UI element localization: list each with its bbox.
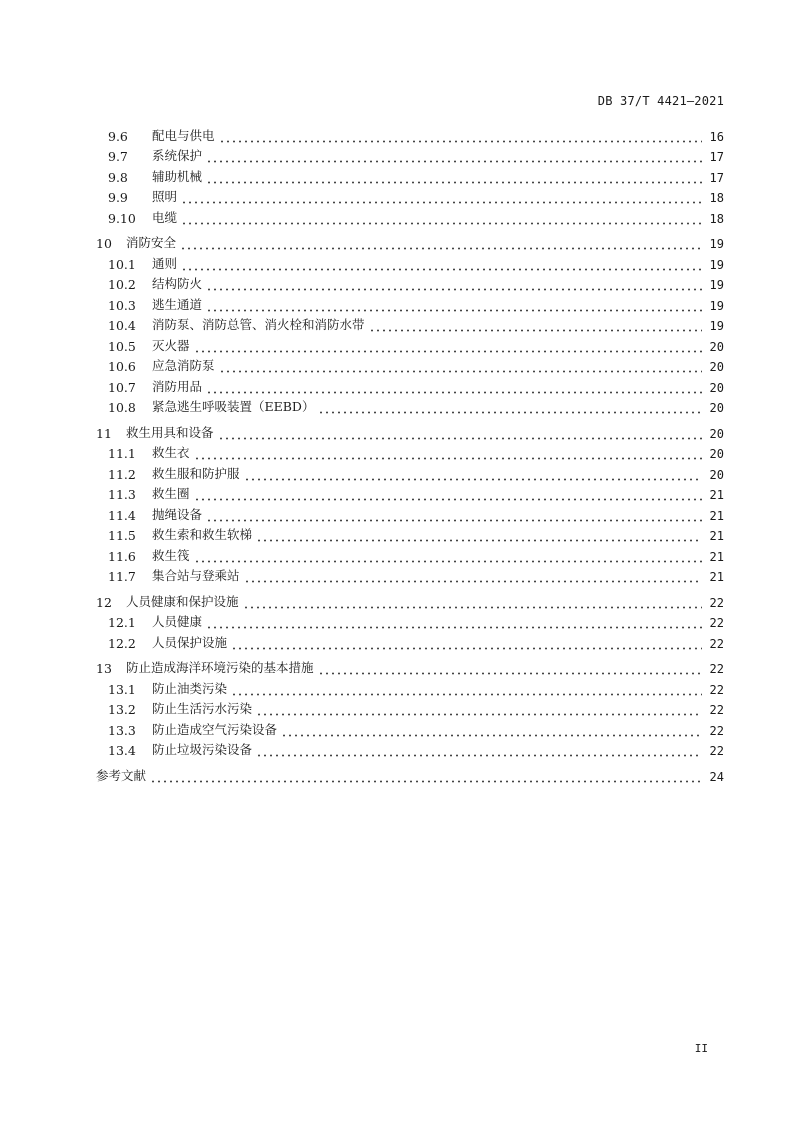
toc-entry-title: 灭火器 bbox=[152, 337, 190, 353]
toc-entry-page: 20 bbox=[709, 447, 724, 461]
dot-leader bbox=[206, 615, 702, 629]
toc-entry-title: 防止生活污水污染 bbox=[152, 701, 253, 716]
toc-entry[interactable] bbox=[96, 482, 724, 503]
dot-leader bbox=[256, 528, 702, 542]
dot-leader bbox=[256, 702, 702, 716]
dot-leader bbox=[206, 170, 702, 184]
toc-entry-title: 辅助机械 bbox=[152, 168, 203, 184]
toc-entry-number: 9.6 bbox=[108, 128, 128, 144]
toc-entry-title: 防止垃圾污染设备 bbox=[152, 742, 253, 757]
toc-entry-title: 抛绳设备 bbox=[152, 506, 203, 522]
toc-entry-title: 逃生通道 bbox=[152, 296, 203, 312]
toc-entry-page: 19 bbox=[709, 257, 724, 272]
toc-entry[interactable] bbox=[96, 354, 724, 375]
toc-entry-number: 12.1 bbox=[108, 615, 136, 630]
toc-entry-page: 22 bbox=[709, 703, 724, 717]
toc-entry[interactable] bbox=[96, 656, 724, 677]
toc-entry-number: 11.5 bbox=[108, 528, 136, 543]
toc-entry[interactable] bbox=[96, 395, 724, 416]
toc-entry[interactable] bbox=[96, 523, 724, 544]
dot-leader bbox=[194, 339, 702, 353]
toc-entry-number: 11.1 bbox=[108, 446, 136, 461]
dot-leader bbox=[206, 149, 702, 163]
toc-entry-page: 21 bbox=[709, 529, 724, 543]
toc-entry-page: 22 bbox=[709, 636, 724, 651]
toc-entry-number: 9.7 bbox=[108, 149, 128, 164]
dot-leader bbox=[243, 595, 702, 609]
toc-entry[interactable] bbox=[96, 697, 724, 718]
dot-leader bbox=[206, 277, 702, 291]
dot-leader bbox=[206, 380, 702, 394]
toc-entry-page: 17 bbox=[709, 170, 724, 185]
toc-entry-number: 13.1 bbox=[108, 681, 136, 697]
toc-entry-page: 24 bbox=[709, 769, 724, 784]
toc-entry-title: 照明 bbox=[152, 189, 178, 204]
dot-leader bbox=[181, 190, 702, 204]
dot-leader bbox=[231, 636, 702, 650]
toc-entry-number: 12.2 bbox=[108, 635, 136, 651]
dot-leader bbox=[218, 426, 702, 440]
toc-entry-title: 人员健康 bbox=[152, 614, 203, 629]
toc-entry-page: 20 bbox=[709, 426, 724, 441]
toc-entry[interactable] bbox=[96, 543, 724, 564]
dot-leader bbox=[206, 508, 702, 522]
toc-entry-title: 救生服和防护服 bbox=[152, 465, 240, 481]
dot-leader bbox=[244, 569, 702, 583]
toc-entry-page: 18 bbox=[709, 211, 724, 226]
toc-entry-page: 22 bbox=[709, 662, 724, 676]
toc-entry-number: 11.4 bbox=[108, 507, 136, 523]
page-number: II bbox=[694, 1042, 708, 1055]
toc-entry-title: 结构防火 bbox=[152, 276, 203, 291]
toc-entry-title: 集合站与登乘站 bbox=[152, 568, 240, 583]
dot-leader bbox=[256, 743, 702, 757]
table-of-contents bbox=[96, 123, 724, 784]
toc-entry[interactable] bbox=[96, 441, 724, 462]
toc-entry-page: 20 bbox=[709, 360, 724, 374]
toc-entry-number: 9.9 bbox=[108, 190, 128, 205]
toc-entry[interactable] bbox=[96, 502, 724, 523]
toc-entry-title: 人员保护设施 bbox=[152, 634, 228, 650]
toc-entry[interactable] bbox=[96, 564, 724, 585]
toc-entry-number: 9.10 bbox=[108, 210, 136, 226]
toc-entry[interactable] bbox=[96, 251, 724, 272]
toc-entry-number: 11.2 bbox=[108, 466, 136, 482]
toc-entry[interactable] bbox=[96, 205, 724, 226]
dot-leader bbox=[219, 359, 702, 373]
toc-entry-number: 11.6 bbox=[108, 548, 136, 564]
toc-entry-number: 12 bbox=[96, 594, 112, 610]
toc-entry-title: 救生索和救生软梯 bbox=[152, 527, 253, 542]
toc-entry-page: 19 bbox=[709, 298, 724, 313]
toc-entry-title: 参考文献 bbox=[96, 767, 147, 783]
toc-entry-number: 11.7 bbox=[108, 569, 136, 584]
toc-entry-number: 13.3 bbox=[108, 722, 136, 738]
toc-entry-number: 13.2 bbox=[108, 702, 136, 717]
toc-entry-title: 应急消防泵 bbox=[152, 358, 215, 373]
toc-entry-page: 22 bbox=[709, 723, 724, 738]
toc-entry-number: 11 bbox=[96, 425, 112, 441]
toc-entry-title: 救生圈 bbox=[152, 486, 190, 501]
toc-entry-page: 17 bbox=[709, 150, 724, 164]
toc-entry-page: 22 bbox=[709, 744, 724, 758]
toc-entry-number: 9.8 bbox=[108, 169, 128, 185]
toc-entry-title: 系统保护 bbox=[152, 148, 203, 163]
dot-leader bbox=[194, 549, 702, 563]
toc-entry-number: 10.7 bbox=[108, 379, 136, 395]
toc-entry-page: 22 bbox=[709, 595, 724, 610]
toc-entry-page: 16 bbox=[709, 129, 724, 144]
standard-code-header: DB 37/T 4421—2021 bbox=[597, 94, 724, 108]
toc-entry-number: 10.8 bbox=[108, 400, 136, 415]
toc-entry[interactable] bbox=[96, 333, 724, 354]
toc-entry-page: 20 bbox=[709, 380, 724, 395]
dot-leader bbox=[181, 257, 702, 271]
toc-entry-title: 救生用具和设备 bbox=[126, 424, 214, 440]
toc-entry-title: 防止造成空气污染设备 bbox=[152, 721, 278, 737]
toc-entry-page: 20 bbox=[709, 339, 724, 354]
dot-leader bbox=[369, 318, 702, 332]
toc-entry-number: 10.6 bbox=[108, 359, 136, 374]
toc-entry-number: 10.1 bbox=[108, 256, 136, 272]
dot-leader bbox=[180, 236, 702, 250]
toc-entry-number: 10.3 bbox=[108, 297, 136, 313]
toc-entry[interactable] bbox=[96, 185, 724, 206]
toc-entry[interactable] bbox=[96, 738, 724, 759]
toc-entry-page: 19 bbox=[709, 237, 724, 251]
toc-entry[interactable] bbox=[96, 420, 724, 441]
toc-entry-page: 19 bbox=[709, 319, 724, 333]
toc-entry-page: 19 bbox=[709, 278, 724, 292]
toc-entry-title: 人员健康和保护设施 bbox=[126, 593, 239, 609]
toc-entry-title: 消防用品 bbox=[152, 378, 203, 394]
dot-leader bbox=[318, 400, 702, 414]
toc-entry[interactable] bbox=[96, 272, 724, 293]
toc-entry-title: 通则 bbox=[152, 255, 178, 271]
dot-leader bbox=[281, 723, 702, 737]
toc-entry-title: 电缆 bbox=[152, 209, 178, 225]
toc-entry[interactable] bbox=[96, 231, 724, 252]
toc-entry[interactable] bbox=[96, 144, 724, 165]
toc-entry[interactable] bbox=[96, 461, 724, 482]
toc-entry-number: 13.4 bbox=[108, 743, 136, 758]
dot-leader bbox=[318, 661, 702, 675]
toc-entry-page: 20 bbox=[709, 467, 724, 482]
dot-leader bbox=[219, 129, 702, 143]
toc-entry-number: 13 bbox=[96, 661, 112, 676]
dot-leader bbox=[206, 298, 702, 312]
toc-entry[interactable] bbox=[96, 589, 724, 610]
toc-entry-title: 消防安全 bbox=[126, 235, 177, 250]
dot-leader bbox=[181, 211, 702, 225]
toc-entry[interactable] bbox=[96, 763, 724, 784]
toc-entry-number: 10.4 bbox=[108, 318, 136, 333]
toc-entry-page: 21 bbox=[709, 549, 724, 564]
toc-entry-page: 22 bbox=[709, 616, 724, 630]
toc-entry[interactable] bbox=[96, 717, 724, 738]
toc-entry-title: 救生筏 bbox=[152, 547, 190, 563]
toc-entry-page: 18 bbox=[709, 191, 724, 205]
toc-entry-title: 消防泵、消防总管、消火栓和消防水带 bbox=[152, 317, 365, 332]
dot-leader bbox=[150, 769, 702, 783]
toc-entry[interactable] bbox=[96, 630, 724, 651]
toc-entry-number: 10.5 bbox=[108, 338, 136, 354]
toc-entry[interactable] bbox=[96, 374, 724, 395]
toc-entry-title: 防止油类污染 bbox=[152, 680, 228, 696]
toc-entry-number: 10 bbox=[96, 236, 112, 251]
toc-entry[interactable] bbox=[96, 676, 724, 697]
toc-entry[interactable] bbox=[96, 313, 724, 334]
toc-entry-page: 20 bbox=[709, 401, 724, 415]
toc-entry-page: 21 bbox=[709, 570, 724, 584]
toc-entry[interactable] bbox=[96, 610, 724, 631]
dot-leader bbox=[231, 682, 702, 696]
toc-entry-page: 21 bbox=[709, 508, 724, 523]
toc-entry[interactable] bbox=[96, 123, 724, 144]
toc-entry-title: 配电与供电 bbox=[152, 127, 215, 143]
toc-entry[interactable] bbox=[96, 164, 724, 185]
toc-entry-number: 11.3 bbox=[108, 487, 136, 502]
toc-entry-page: 22 bbox=[709, 682, 724, 697]
toc-entry-title: 紧急逃生呼吸装置（EEBD） bbox=[152, 399, 315, 414]
dot-leader bbox=[244, 467, 702, 481]
toc-entry-page: 21 bbox=[709, 488, 724, 502]
toc-entry-number: 10.2 bbox=[108, 277, 136, 292]
dot-leader bbox=[194, 446, 702, 460]
dot-leader bbox=[194, 487, 702, 501]
toc-entry-title: 防止造成海洋环境污染的基本措施 bbox=[126, 660, 314, 675]
toc-entry-title: 救生衣 bbox=[152, 445, 190, 460]
toc-entry[interactable] bbox=[96, 292, 724, 313]
